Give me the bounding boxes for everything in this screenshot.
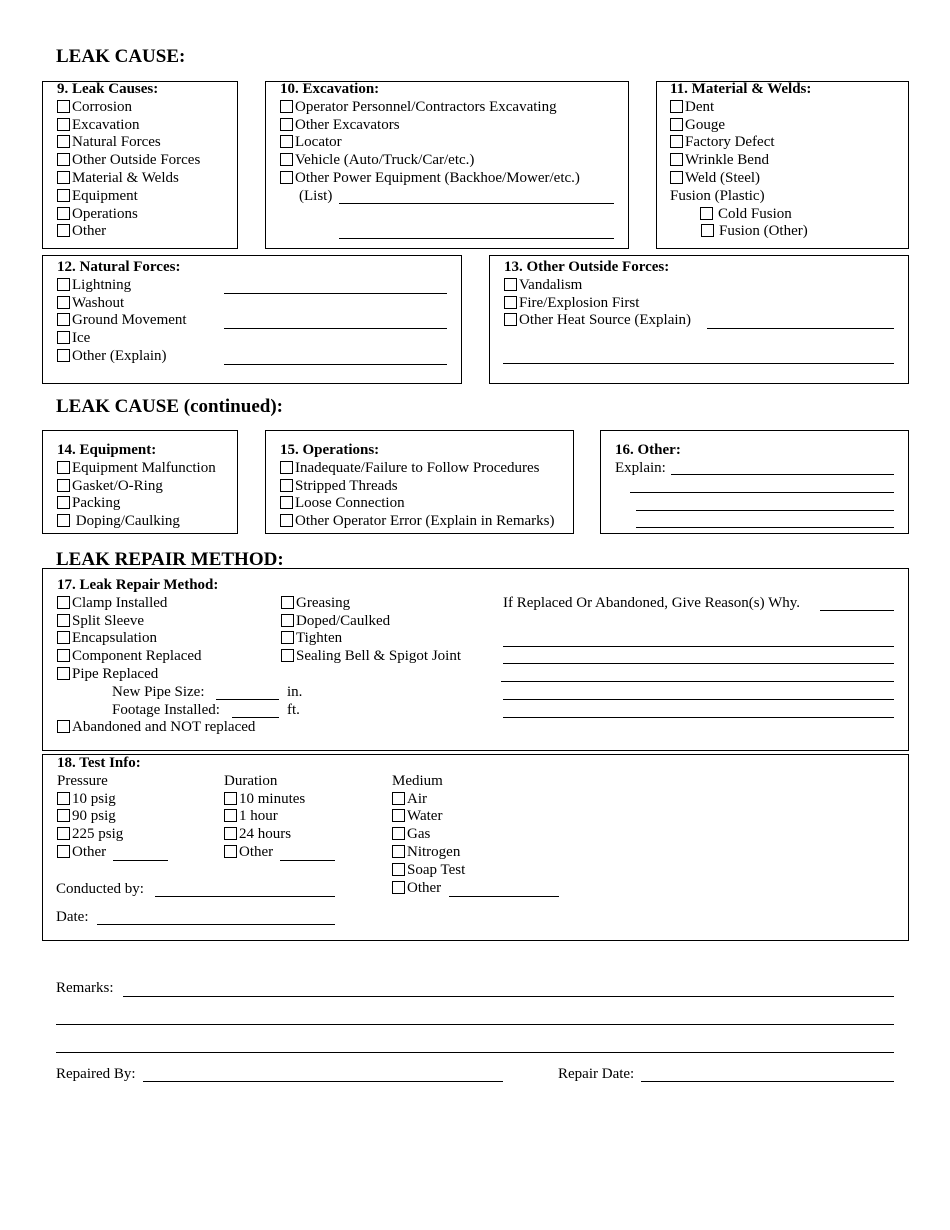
checkbox-item[interactable] xyxy=(57,826,141,844)
checkbox-label: 225 psig xyxy=(72,826,124,843)
section-title-leak-repair-method: LEAK REPAIR METHOD: xyxy=(56,549,284,570)
checkbox-label: Doping/Caulking xyxy=(72,513,180,530)
checkbox[interactable] xyxy=(224,809,237,822)
checkbox-label: Excavation xyxy=(72,116,140,133)
new-pipe-size-line[interactable] xyxy=(216,699,279,700)
checkbox-item[interactable] xyxy=(504,277,691,295)
other-title: 16. Other: xyxy=(615,442,681,458)
checkbox[interactable] xyxy=(57,479,70,492)
footage-installed-row xyxy=(57,702,255,720)
checkbox[interactable] xyxy=(280,496,293,509)
checkbox-label: Fusion (Other) xyxy=(719,223,808,240)
checkbox-item[interactable] xyxy=(57,513,216,531)
checkbox-item[interactable] xyxy=(57,630,255,648)
checkbox-item[interactable] xyxy=(57,460,216,478)
box-test-info xyxy=(42,754,909,941)
checkbox-label: Soap Test xyxy=(407,861,466,878)
excavation-list-line-1[interactable] xyxy=(339,203,614,204)
checkbox[interactable] xyxy=(281,596,294,609)
remarks-label: Remarks: xyxy=(56,980,114,996)
checkbox[interactable] xyxy=(57,278,70,291)
checkbox[interactable] xyxy=(57,207,70,220)
material-welds-group xyxy=(670,81,811,241)
repair-method-title: 17. Leak Repair Method: xyxy=(57,577,219,593)
checkbox-label: 10 psig xyxy=(72,790,116,807)
checkbox-item[interactable] xyxy=(280,460,555,478)
checkbox-item[interactable] xyxy=(392,791,465,809)
checkbox[interactable] xyxy=(57,845,70,858)
checkbox-label: Air xyxy=(407,790,427,807)
natural-forces-line[interactable] xyxy=(224,328,447,329)
checkbox[interactable] xyxy=(224,827,237,840)
checkbox[interactable] xyxy=(57,349,70,362)
checkbox-item[interactable] xyxy=(280,170,580,188)
checkbox-label: Corrosion xyxy=(72,98,132,115)
checkbox[interactable] xyxy=(280,461,293,474)
checkbox-label: Tighten xyxy=(296,630,343,647)
test-date-label: Date: xyxy=(56,909,89,925)
checkbox[interactable] xyxy=(281,649,294,662)
repair-date-line[interactable] xyxy=(641,1081,894,1082)
test-info-title: 18. Test Info: xyxy=(57,755,141,771)
checkbox-label: 90 psig xyxy=(72,808,116,825)
checkbox-item[interactable] xyxy=(57,478,216,496)
checkbox[interactable] xyxy=(392,827,405,840)
checkbox-label: 1 hour xyxy=(239,808,278,825)
checkbox-label: Fire/Explosion First xyxy=(519,294,640,311)
checkbox-label: Gasket/O-Ring xyxy=(72,477,163,494)
repair-method-col2 xyxy=(281,595,461,666)
checkbox[interactable] xyxy=(57,135,70,148)
checkbox-label: Other Power Equipment (Backhoe/Mower/etc.) xyxy=(295,169,580,186)
test-duration-col xyxy=(224,773,305,862)
checkbox-item[interactable] xyxy=(224,808,305,826)
checkbox-item[interactable] xyxy=(281,648,461,666)
pressure-other-line[interactable] xyxy=(113,860,168,861)
checkbox[interactable] xyxy=(57,720,70,733)
checkbox-item[interactable] xyxy=(670,206,811,224)
checkbox-item[interactable] xyxy=(670,134,811,152)
checkbox-item[interactable] xyxy=(224,826,305,844)
checkbox[interactable] xyxy=(670,118,683,131)
checkbox-item[interactable] xyxy=(670,170,811,188)
checkbox[interactable] xyxy=(504,278,517,291)
checkbox-label: Ground Movement xyxy=(72,312,187,329)
reason-line[interactable] xyxy=(503,717,894,718)
checkbox[interactable] xyxy=(57,667,70,680)
test-date-line[interactable] xyxy=(97,924,335,925)
checkbox-item[interactable] xyxy=(57,152,200,170)
checkbox[interactable] xyxy=(224,792,237,805)
checkbox-label: Cold Fusion xyxy=(718,205,792,222)
reason-line[interactable] xyxy=(501,681,894,682)
operations-group xyxy=(280,442,555,531)
checkbox-item[interactable] xyxy=(57,206,200,224)
checkbox-item[interactable] xyxy=(57,117,200,135)
checkbox[interactable] xyxy=(57,496,70,509)
other-explain-line[interactable] xyxy=(671,474,894,475)
medium-other-line[interactable] xyxy=(449,896,559,897)
natural-forces-line[interactable] xyxy=(224,293,447,294)
checkbox[interactable] xyxy=(57,313,70,326)
duration-other-line[interactable] xyxy=(280,860,335,861)
checkbox[interactable] xyxy=(57,514,70,527)
checkbox-label: Other Outside Forces xyxy=(72,152,201,169)
checkbox[interactable] xyxy=(57,296,70,309)
footage-installed-unit: ft. xyxy=(287,702,300,718)
checkbox-label: Dent xyxy=(685,98,715,115)
repair-method-col1 xyxy=(57,577,255,737)
operations-title: 15. Operations: xyxy=(280,442,380,458)
heat-source-explain-line[interactable] xyxy=(503,363,894,364)
checkbox[interactable] xyxy=(57,331,70,344)
checkbox-label: Split Sleeve xyxy=(72,612,145,629)
heat-source-explain-line[interactable] xyxy=(707,328,894,329)
checkbox-item[interactable] xyxy=(392,880,465,898)
reason-label: If Replaced Or Abandoned, Give Reason(s) Why. xyxy=(503,595,800,611)
checkbox-label: Stripped Threads xyxy=(295,477,398,494)
other-explain-line[interactable] xyxy=(636,527,894,528)
checkbox-item[interactable] xyxy=(57,170,200,188)
checkbox-label: Other xyxy=(72,223,107,240)
checkbox[interactable] xyxy=(280,479,293,492)
repair-date-label: Repair Date: xyxy=(558,1066,635,1082)
checkbox-label: Operator Personnel/Contractors Excavating xyxy=(295,98,557,115)
checkbox-label: Gouge xyxy=(685,116,725,133)
checkbox-item[interactable] xyxy=(57,719,255,737)
checkbox[interactable] xyxy=(57,461,70,474)
natural-forces-line[interactable] xyxy=(224,364,447,365)
checkbox-item[interactable] xyxy=(670,223,811,241)
checkbox-item[interactable] xyxy=(670,117,811,135)
checkbox-item[interactable] xyxy=(57,223,200,241)
checkbox-item[interactable] xyxy=(57,595,255,613)
footage-installed-line[interactable] xyxy=(232,717,279,718)
checkbox-label: Packing xyxy=(72,495,121,512)
repaired-by-line[interactable] xyxy=(143,1081,503,1082)
checkbox-label: Other Excavators xyxy=(295,116,400,133)
checkbox[interactable] xyxy=(392,809,405,822)
checkbox[interactable] xyxy=(57,614,70,627)
checkbox-item[interactable] xyxy=(392,826,465,844)
material-welds-title: 11. Material & Welds: xyxy=(670,81,812,97)
new-pipe-size-label: New Pipe Size: xyxy=(112,683,205,700)
checkbox-label: Lightning xyxy=(72,276,132,293)
checkbox-item[interactable] xyxy=(280,99,580,117)
checkbox[interactable] xyxy=(57,809,70,822)
checkbox[interactable] xyxy=(280,171,293,184)
checkbox-item[interactable] xyxy=(280,117,580,135)
checkbox-label: Vandalism xyxy=(519,276,583,293)
checkbox-label: Weld (Steel) xyxy=(685,169,761,186)
checkbox-label: Other xyxy=(239,843,274,860)
checkbox-item[interactable] xyxy=(392,862,465,880)
checkbox-label: Encapsulation xyxy=(72,630,157,647)
checkbox-item[interactable] xyxy=(57,277,187,295)
remarks-line[interactable] xyxy=(123,996,894,997)
checkbox[interactable] xyxy=(57,827,70,840)
excavation-title: 10. Excavation: xyxy=(280,81,380,97)
checkbox-item[interactable] xyxy=(281,630,461,648)
conducted-by-line[interactable] xyxy=(155,896,335,897)
checkbox-item[interactable] xyxy=(281,595,461,613)
other-outside-forces-title: 13. Other Outside Forces: xyxy=(504,259,670,275)
checkbox-item[interactable] xyxy=(57,295,187,313)
checkbox-label: Natural Forces xyxy=(72,134,161,151)
checkbox-label: Nitrogen xyxy=(407,843,461,860)
checkbox[interactable] xyxy=(392,881,405,894)
checkbox-item[interactable] xyxy=(280,152,580,170)
reason-line[interactable] xyxy=(820,610,894,611)
checkbox[interactable] xyxy=(57,649,70,662)
leak-causes-title: 9. Leak Causes: xyxy=(57,81,159,97)
checkbox-item[interactable] xyxy=(280,495,555,513)
checkbox-item[interactable] xyxy=(392,808,465,826)
checkbox-label: Inadequate/Failure to Follow Procedures xyxy=(295,459,540,476)
natural-forces-group xyxy=(57,259,187,366)
checkbox[interactable] xyxy=(670,100,683,113)
checkbox-label: Other Operator Error (Explain in Remarks) xyxy=(295,513,555,530)
checkbox[interactable] xyxy=(280,118,293,131)
checkbox[interactable] xyxy=(670,171,683,184)
checkbox-label: 24 hours xyxy=(239,826,292,843)
other-group xyxy=(615,442,681,478)
checkbox[interactable] xyxy=(280,153,293,166)
checkbox[interactable] xyxy=(57,792,70,805)
checkbox-item[interactable] xyxy=(57,666,255,684)
checkbox[interactable] xyxy=(224,845,237,858)
checkbox-item[interactable] xyxy=(280,513,555,531)
other-explain-line[interactable] xyxy=(636,510,894,511)
excavation-list-label: (List) xyxy=(299,188,333,204)
checkbox[interactable] xyxy=(57,596,70,609)
checkbox-item[interactable] xyxy=(57,348,187,366)
natural-forces-title: 12. Natural Forces: xyxy=(57,259,181,275)
checkbox-label: Pipe Replaced xyxy=(72,665,159,682)
checkbox-label: Other xyxy=(72,843,107,860)
checkbox-label: Clamp Installed xyxy=(72,594,168,611)
checkbox-item[interactable] xyxy=(504,295,691,313)
checkbox-label: Water xyxy=(407,808,443,825)
checkbox-item[interactable] xyxy=(57,613,255,631)
other-explain-line[interactable] xyxy=(630,492,894,493)
checkbox-label: Greasing xyxy=(296,594,351,611)
checkbox-item[interactable] xyxy=(57,791,141,809)
remarks-line[interactable] xyxy=(56,1024,894,1025)
checkbox-item[interactable] xyxy=(280,134,580,152)
section-title-leak-cause: LEAK CAUSE: xyxy=(56,46,186,67)
checkbox[interactable] xyxy=(57,100,70,113)
checkbox-item[interactable] xyxy=(57,188,200,206)
checkbox[interactable] xyxy=(392,863,405,876)
checkbox-label: Operations xyxy=(72,205,138,222)
checkbox-label: Loose Connection xyxy=(295,495,405,512)
checkbox[interactable] xyxy=(280,514,293,527)
checkbox[interactable] xyxy=(701,224,714,237)
checkbox-item[interactable] xyxy=(224,791,305,809)
medium-label: Medium xyxy=(392,772,443,789)
checkbox-item[interactable] xyxy=(57,134,200,152)
checkbox-label: Ice xyxy=(72,330,91,347)
checkbox[interactable] xyxy=(670,135,683,148)
checkbox[interactable] xyxy=(504,296,517,309)
equipment-group xyxy=(57,442,216,531)
checkbox-label: Vehicle (Auto/Truck/Car/etc.) xyxy=(295,152,475,169)
test-medium-col xyxy=(392,773,465,898)
reason-line[interactable] xyxy=(503,663,894,664)
checkbox-item[interactable] xyxy=(504,312,691,330)
equipment-title: 14. Equipment: xyxy=(57,442,157,458)
excavation-list-line-2[interactable] xyxy=(339,238,614,239)
checkbox[interactable] xyxy=(280,100,293,113)
checkbox-item[interactable] xyxy=(57,495,216,513)
checkbox-item[interactable] xyxy=(392,844,465,862)
new-pipe-size-unit: in. xyxy=(287,684,303,700)
checkbox-item[interactable] xyxy=(57,99,200,117)
checkbox-label: Washout xyxy=(72,294,125,311)
section-title-leak-cause-continued: LEAK CAUSE (continued): xyxy=(56,396,283,417)
checkbox-label: Doped/Caulked xyxy=(296,612,391,629)
reason-line[interactable] xyxy=(503,646,894,647)
checkbox[interactable] xyxy=(392,845,405,858)
checkbox-label: Factory Defect xyxy=(685,134,775,151)
footage-installed-label: Footage Installed: xyxy=(112,701,220,718)
checkbox-item[interactable] xyxy=(670,152,811,170)
checkbox-label: Other xyxy=(407,879,442,896)
other-explain-label: Explain: xyxy=(615,459,666,476)
pressure-label: Pressure xyxy=(57,772,108,789)
checkbox[interactable] xyxy=(57,631,70,644)
checkbox-item[interactable] xyxy=(57,330,187,348)
checkbox-label: 10 minutes xyxy=(239,790,306,807)
checkbox-label: Other (Explain) xyxy=(72,347,167,364)
checkbox[interactable] xyxy=(57,171,70,184)
checkbox[interactable] xyxy=(57,224,70,237)
reason-line[interactable] xyxy=(503,699,894,700)
checkbox-label: Locator xyxy=(295,134,342,151)
checkbox-label: Gas xyxy=(407,826,431,843)
leak-causes-group xyxy=(57,81,200,241)
checkbox[interactable] xyxy=(392,792,405,805)
conducted-by-label: Conducted by: xyxy=(56,881,144,897)
checkbox-item[interactable] xyxy=(57,808,141,826)
checkbox-item[interactable] xyxy=(670,99,811,117)
checkbox[interactable] xyxy=(700,207,713,220)
checkbox-label: Other Heat Source (Explain) xyxy=(519,312,692,329)
excavation-group xyxy=(280,81,580,188)
checkbox-label: Equipment xyxy=(72,187,138,204)
checkbox[interactable] xyxy=(57,118,70,131)
checkbox[interactable] xyxy=(670,153,683,166)
other-outside-forces-group xyxy=(504,259,691,330)
checkbox-item[interactable] xyxy=(57,648,255,666)
checkbox[interactable] xyxy=(57,189,70,202)
checkbox[interactable] xyxy=(504,313,517,326)
checkbox-item[interactable] xyxy=(280,478,555,496)
checkbox-item[interactable] xyxy=(57,312,187,330)
checkbox[interactable] xyxy=(281,614,294,627)
duration-label: Duration xyxy=(224,772,278,789)
repaired-by-label: Repaired By: xyxy=(56,1066,136,1082)
checkbox-label: Material & Welds xyxy=(72,169,179,186)
test-pressure-col xyxy=(57,755,141,862)
checkbox[interactable] xyxy=(281,631,294,644)
checkbox-label: Wrinkle Bend xyxy=(685,152,769,169)
checkbox-label: Equipment Malfunction xyxy=(72,459,216,476)
fusion-label: Fusion (Plastic) xyxy=(670,187,765,204)
checkbox-item[interactable] xyxy=(281,613,461,631)
checkbox-label: Sealing Bell & Spigot Joint xyxy=(296,648,462,665)
checkbox-label: Component Replaced xyxy=(72,648,202,665)
remarks-line[interactable] xyxy=(56,1052,894,1053)
checkbox[interactable] xyxy=(57,153,70,166)
checkbox-label: Abandoned and NOT replaced xyxy=(72,719,256,736)
checkbox[interactable] xyxy=(280,135,293,148)
